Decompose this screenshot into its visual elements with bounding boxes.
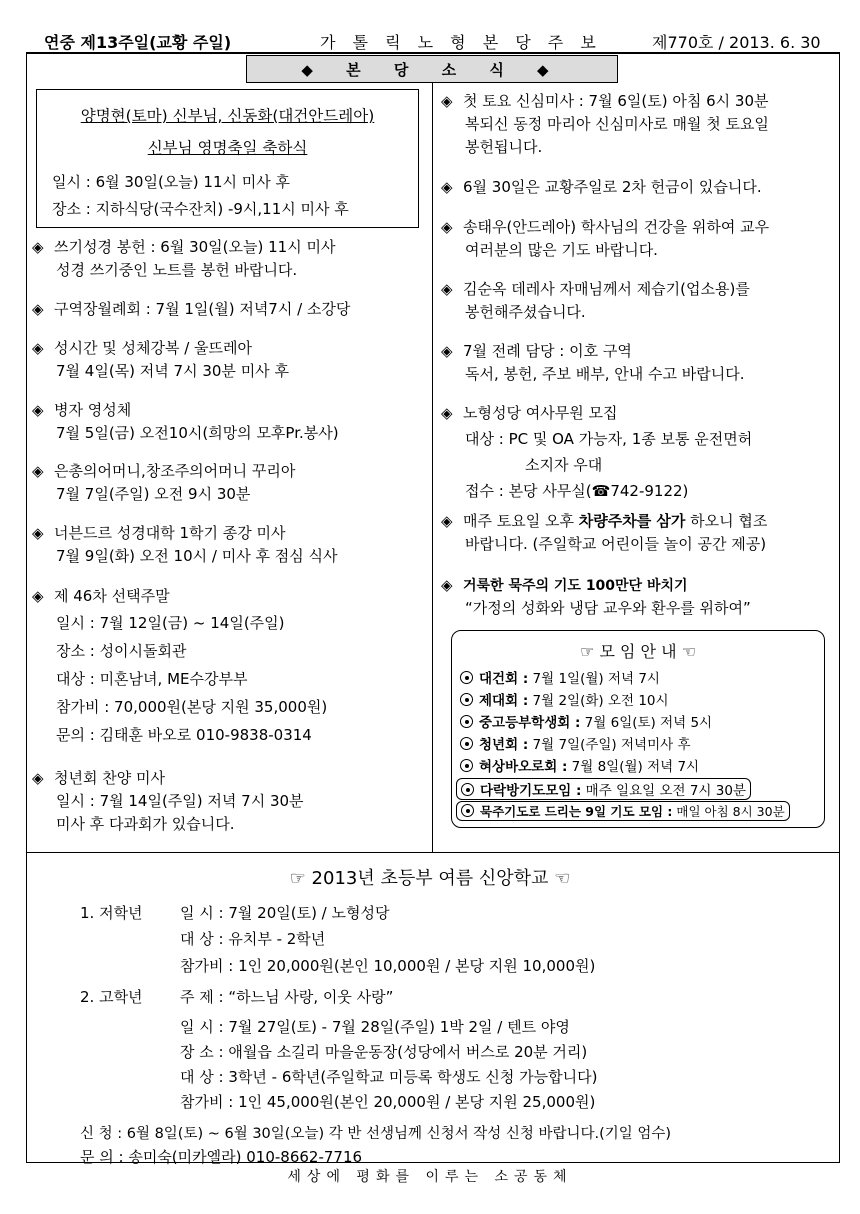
diamond-icon: ◈ bbox=[32, 300, 44, 318]
header-rule bbox=[26, 52, 840, 54]
header-left: 연중 제13주일(교황 주일) bbox=[44, 33, 232, 52]
diamond-icon: ◈ bbox=[32, 401, 44, 419]
school-lower-row: 참가비 : 1인 20,000원(본인 10,000원 / 본당 지원 10,000원) bbox=[180, 957, 596, 975]
right-item-3: ◈ 송태우(안드레아) 학사님의 건강을 위하여 교우 여러분의 많은 기도 바랍니다. bbox=[441, 218, 770, 259]
celebration-date: 일시 : 6월 30일(오늘) 11시 미사 후 bbox=[52, 173, 290, 191]
youth-mass: ◈ 청년회 찬양 미사 일시 : 7월 14일(주일) 저녁 7시 30분 미사 후 다과회가 있습니다. bbox=[32, 769, 304, 833]
right-item-2: ◈ 6월 30일은 교황주일로 2차 헌금이 있습니다. bbox=[441, 176, 762, 199]
school-upper-label: 2. 고학년 bbox=[80, 988, 143, 1006]
right-item-5: ◈ 7월 전례 담당 : 이호 구역 독서, 봉헌, 주보 배부, 안내 수고 바랍니다. bbox=[441, 342, 745, 383]
meetings-box bbox=[451, 630, 825, 828]
right-item-4: ◈ 김순옥 데레사 자매님께서 제습기(업소용)를 봉헌해주셨습니다. bbox=[441, 280, 750, 321]
diamond-icon: ◈ bbox=[441, 218, 453, 236]
school-upper-row: 주 제 : “하느님 사랑, 이웃 사랑” bbox=[180, 988, 394, 1006]
school-lower-row: 일 시 : 7월 20일(토) / 노형성당 bbox=[180, 904, 390, 922]
school-upper-row: 참가비 : 1인 45,000원(본인 20,000원 / 본당 지원 25,000원) bbox=[180, 1093, 596, 1111]
meeting-row: 묵주기도로 드리는 9일 기도 모임 : 매일 아침 8시 30분 bbox=[456, 801, 790, 821]
diamond-icon: ◈ bbox=[441, 342, 453, 360]
diamond-icon: ◈ bbox=[441, 576, 453, 594]
diamond-icon: ◈ bbox=[32, 238, 44, 256]
school-upper-row: 대 상 : 3학년 - 6학년(주일학교 미등록 학생도 신청 가능합니다) bbox=[180, 1068, 598, 1086]
celebration-title-2: 신부님 영명축일 축하식 bbox=[147, 139, 308, 157]
school-apply: 신 청 : 6월 8일(토) ~ 6월 30일(오늘) 각 반 선생님께 신청서 작성 신청 바랍니다.(기일 엄수) bbox=[80, 1126, 672, 1142]
right-border bbox=[839, 52, 840, 1162]
school-lower-label: 1. 저학년 bbox=[80, 904, 143, 922]
footer-rule bbox=[26, 1162, 840, 1163]
celebration-title-1: 양명현(토마) 신부님, 신동화(대건안드레아) bbox=[80, 107, 375, 125]
diamond-icon: ◈ bbox=[441, 280, 453, 298]
diamond-icon: ◈ bbox=[441, 92, 453, 110]
meeting-row: 다락방기도모임 : 매주 일요일 오전 7시 30분 bbox=[456, 778, 751, 800]
meeting-row: 제대회 : 7월 2일(화) 오전 10시 bbox=[460, 689, 669, 709]
left-item-6: ◈ 너븐드르 성경대학 1학기 종강 미사 7월 9일(화) 오전 10시 / 미사 후 점심 식사 bbox=[32, 524, 338, 565]
selection-weekend: ◈ 제 46차 선택주말 일시 : 7월 12일(금) ~ 14일(주일) 장소 : 성이시돌회관 대상 : 미혼남녀, ME수강부부 참가비 : 70,000원(본당 지원 35,000원) 문의 : 김태훈 바오로 010-9838-0314 bbox=[32, 583, 327, 749]
meeting-row: 혀상바오로회 : 7월 8일(월) 저녁 7시 bbox=[460, 755, 699, 775]
header-right: 제770호 / 2013. 6. 30 bbox=[652, 33, 821, 52]
left-border bbox=[26, 52, 27, 1162]
left-item-3: ◈ 성시간 및 성체강복 / 울뜨레아 7월 4일(목) 저녁 7시 30분 미사 후 bbox=[32, 339, 289, 380]
school-lower-row: 대 상 : 유치부 - 2학년 bbox=[180, 930, 326, 948]
diamond-icon: ◈ bbox=[32, 524, 44, 542]
diamond-icon: ◈ bbox=[32, 339, 44, 357]
right-item-1: ◈ 첫 토요 신심미사 : 7월 6일(토) 아침 6시 30분 복되신 동정 마리아 신심미사로 매월 첫 토요일 봉헌됩니다. bbox=[441, 92, 769, 156]
section-banner: ◆ 본 당 소 식 ◆ bbox=[246, 55, 618, 83]
diamond-icon: ◈ bbox=[32, 769, 44, 787]
header-center: 가 톨 릭 노 형 본 당 주 보 bbox=[320, 33, 602, 52]
diamond-icon: ◈ bbox=[441, 512, 453, 530]
diamond-icon: ◈ bbox=[441, 404, 453, 422]
diamond-icon: ◈ bbox=[441, 178, 453, 196]
school-contact: 문 의 : 송미숙(미카엘라) 010-8662-7716 bbox=[80, 1148, 363, 1166]
left-item-2: ◈ 구역장월례회 : 7월 1일(월) 저녁7시 / 소강당 bbox=[32, 298, 350, 321]
rosary-notice: ◈ 거룩한 묵주의 기도 100만단 바치기 “가정의 성화와 냉담 교우와 환우를 위하여” bbox=[441, 576, 751, 617]
diamond-icon: ◈ bbox=[32, 462, 44, 480]
column-divider bbox=[432, 82, 433, 852]
meeting-row: 대건회 : 7월 1일(월) 저녁 7시 bbox=[460, 667, 660, 687]
left-item-5: ◈ 은총의어머니,창조주의어머니 꾸리아 7월 7일(주일) 오전 9시 30분 bbox=[32, 462, 296, 503]
meetings-title: ☞ 모 임 안 내 ☜ bbox=[580, 642, 696, 661]
left-item-4: ◈ 병자 영성체 7월 5일(금) 오전10시(희망의 모후Pr.봉사) bbox=[32, 401, 339, 442]
school-upper-row: 일 시 : 7월 27일(토) - 7월 28일(주일) 1박 2일 / 텐트 야영 bbox=[180, 1018, 570, 1036]
section-rule bbox=[26, 852, 840, 853]
left-item-1: ◈ 쓰기성경 봉헌 : 6월 30일(오늘) 11시 미사 성경 쓰기중인 노트를 봉헌 바랍니다. bbox=[32, 238, 336, 279]
meeting-row: 청년회 : 7월 7일(주일) 저녁미사 후 bbox=[460, 733, 690, 753]
parking-notice: ◈ 매주 토요일 오후 차량주차를 삼가 하오니 협조 바랍니다. (주일학교 어린이들 놀이 공간 제공) bbox=[441, 512, 768, 553]
recruit-notice: ◈ 노형성당 여사무원 모집 대상 : PC 및 OA 가능자, 1종 보통 운전면허 소지자 우대 접수 : 본당 사무실(☎742-9122) bbox=[441, 400, 752, 504]
celebration-box bbox=[36, 89, 419, 228]
school-title: ☞ 2013년 초등부 여름 신앙학교 ☜ bbox=[289, 868, 571, 889]
diamond-icon: ◈ bbox=[32, 587, 44, 605]
footer-motto: 세상에 평화를 이루는 소공동체 bbox=[287, 1169, 573, 1185]
celebration-place: 장소 : 지하식당(국수잔치) -9시,11시 미사 후 bbox=[52, 200, 349, 218]
school-upper-row: 장 소 : 애월읍 소길리 마을운동장(성당에서 버스로 20분 거리) bbox=[180, 1043, 588, 1061]
meeting-row: 중고등부학생회 : 7월 6일(토) 저녁 5시 bbox=[460, 711, 712, 731]
